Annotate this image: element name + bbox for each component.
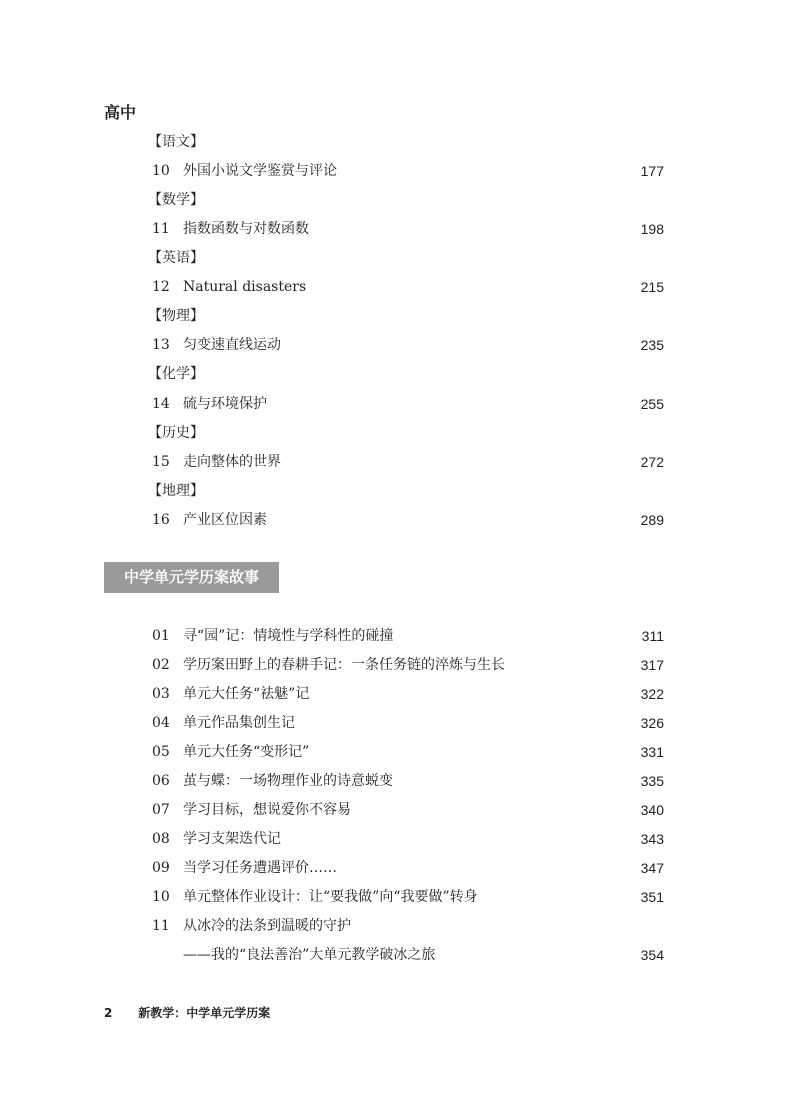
entry-page: 215 (640, 279, 664, 295)
entry-title: 单元作品集创生记 (183, 715, 295, 731)
entry-title: Natural disasters (183, 279, 307, 295)
entry-title: 茧与蝶：一场物理作业的诗意蜕变 (183, 773, 393, 789)
toc-entry[interactable] (152, 219, 664, 239)
entry-page: 354 (640, 947, 664, 963)
toc-entry[interactable] (152, 742, 664, 762)
entry-title: 单元大任务“变形记” (183, 744, 310, 760)
entry-number: 12 (152, 279, 170, 295)
toc-entry[interactable] (152, 510, 664, 530)
toc-entry[interactable] (152, 713, 664, 733)
toc-entry[interactable] (152, 829, 664, 849)
category-label: 【数学】 (148, 192, 204, 208)
entry-title: 硫与环境保护 (183, 396, 267, 412)
entry-number: 09 (152, 860, 170, 876)
entry-title: 寻“园”记：情境性与学科性的碰撞 (183, 628, 394, 644)
category-label: 【物理】 (148, 308, 204, 324)
toc-entry[interactable] (152, 335, 664, 355)
entry-title: 外国小说文学鉴赏与评论 (183, 163, 337, 179)
book-title: 新教学：中学单元学历案 (138, 1006, 271, 1020)
entry-page: 335 (640, 773, 664, 789)
entry-number: 03 (152, 686, 170, 702)
toc-entry[interactable] (152, 277, 664, 297)
entry-title: 产业区位因素 (183, 512, 267, 528)
entry-title: 指数函数与对数函数 (183, 221, 309, 237)
entry-number: 05 (152, 744, 170, 760)
entry-number: 02 (152, 657, 170, 673)
entry-number: 15 (152, 454, 170, 470)
entry-subtitle: ——我的“良法善治”大单元教学破冰之旅 (183, 947, 436, 963)
entry-number: 06 (152, 773, 170, 789)
entry-page: 311 (641, 628, 664, 644)
entry-page: 289 (640, 512, 664, 528)
toc-entry-subtitle[interactable] (183, 945, 664, 965)
entry-page: 255 (640, 396, 664, 412)
entry-number: 11 (152, 918, 170, 934)
entry-number: 04 (152, 715, 170, 731)
entry-page: 331 (640, 744, 664, 760)
entry-title: 单元整体作业设计：让“要我做”向“我要做”转身 (183, 889, 478, 905)
section-banner: 中学单元学历案故事 (104, 562, 279, 593)
entry-number: 11 (152, 221, 170, 237)
page-number: 2 (104, 1006, 113, 1020)
entry-title: 从冰冷的法条到温暖的守护 (183, 918, 351, 934)
entry-title: 学历案田野上的春耕手记：一条任务链的淬炼与生长 (183, 657, 505, 673)
category-label: 【历史】 (148, 425, 204, 441)
entry-number: 01 (152, 628, 170, 644)
entry-title: 学习支架迭代记 (183, 831, 281, 847)
category-label: 【语文】 (148, 134, 204, 150)
toc-entry[interactable] (152, 394, 664, 414)
entry-page: 317 (640, 657, 664, 673)
toc-entry[interactable] (152, 887, 664, 907)
toc-entry[interactable] (152, 655, 664, 675)
entry-page: 343 (640, 831, 664, 847)
entry-page: 340 (640, 802, 664, 818)
entry-number: 10 (152, 889, 170, 905)
page-footer (104, 1004, 270, 1021)
entry-page: 177 (640, 163, 664, 179)
toc-entry[interactable] (152, 916, 664, 936)
toc-entry[interactable] (152, 800, 664, 820)
entry-number: 07 (152, 802, 170, 818)
toc-entry[interactable] (152, 858, 664, 878)
entry-number: 10 (152, 163, 170, 179)
toc-entry[interactable] (152, 771, 664, 791)
entry-number: 16 (152, 512, 170, 528)
entry-title: 学习目标，想说爱你不容易 (183, 802, 351, 818)
entry-title: 走向整体的世界 (183, 454, 281, 470)
entry-page: 347 (640, 860, 664, 876)
category-label: 【化学】 (148, 366, 204, 382)
entry-title: 单元大任务“祛魅”记 (183, 686, 310, 702)
entry-page: 235 (640, 337, 664, 353)
entry-title: 当学习任务遭遇评价…… (183, 860, 337, 876)
toc-entry[interactable] (152, 626, 664, 646)
category-label: 【英语】 (148, 250, 204, 266)
entry-number: 08 (152, 831, 170, 847)
section-title: 高中 (104, 103, 137, 122)
toc-entry[interactable] (152, 452, 664, 472)
entry-page: 326 (640, 715, 664, 731)
entry-title: 匀变速直线运动 (183, 337, 281, 353)
entry-page: 351 (640, 889, 664, 905)
category-label: 【地理】 (148, 483, 204, 499)
entry-page: 198 (640, 221, 664, 237)
entry-number: 14 (152, 396, 170, 412)
entry-page: 322 (640, 686, 664, 702)
toc-entry[interactable] (152, 684, 664, 704)
entry-page: 272 (640, 454, 664, 470)
toc-entry[interactable] (152, 161, 664, 181)
entry-number: 13 (152, 337, 170, 353)
